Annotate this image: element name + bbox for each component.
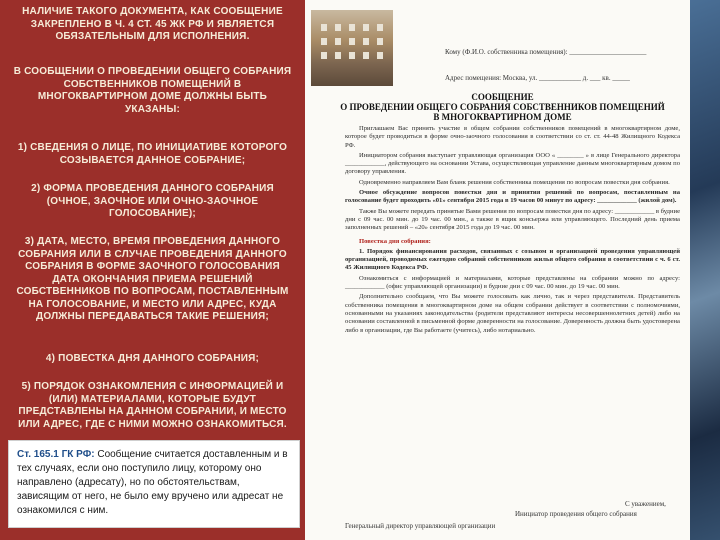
doc-title-line-3: В МНОГОКВАРТИРНОМ ДОМЕ <box>433 112 572 122</box>
slide-paragraph-requirements: В СООБЩЕНИИ О ПРОВЕДЕНИИ ОБЩЕГО СОБРАНИЯ СОБСТВЕННИКОВ ПОМЕЩЕНИЙ В МНОГОКВАРТИРНОМ ДОМЕ ДОЛЖНЫ БЫТЬ УКАЗАНЫ: <box>13 66 292 115</box>
signature-greeting: С уважением, <box>625 500 666 508</box>
legal-note-box <box>8 440 300 528</box>
recipient-line: Кому (Ф.И.О. собственника помещения): ______________________ <box>445 48 647 56</box>
agenda-title: Повестка дня собрания: <box>359 237 431 245</box>
address-line: Адрес помещения: Москва, ул. ____________ д. ___ кв. _____ <box>445 74 630 82</box>
doc-paragraph-materials: Ознакомиться с информацией и материалами, которые представлены на собрании можно по адресу: ____________ (офис управляющей организации) в будние дни с 09 час. 00 мин. до 19 час. 00 мин. <box>345 274 680 291</box>
doc-paragraph-initiator: Инициатором собрания выступает управляющая организация ООО « ________ » в лице Генерального директора ____________, действующего на основании Устава, осуществляющая управление данным многоквартирным домом по договору управления. <box>345 151 680 176</box>
signature-initiator: Инициатор проведения общего собрания <box>515 510 637 518</box>
doc-body <box>345 125 680 337</box>
doc-paragraph-ballot: Одновременно направляем Вам бланк решения собственника помещения по вопросам повестки дня собрания. <box>359 178 670 186</box>
background-decor <box>690 0 720 540</box>
signature-director: Генеральный директор управляющей организации <box>345 522 496 530</box>
slide-item-2: 2) ФОРМА ПРОВЕДЕНИЯ ДАННОГО СОБРАНИЯ (ОЧНОЕ, ЗАОЧНОЕ ИЛИ ОЧНО-ЗАОЧНОЕ ГОЛОСОВАНИЕ); <box>31 183 274 219</box>
doc-title <box>325 92 680 122</box>
legal-note-reference: Ст. 165.1 ГК РФ: <box>17 449 95 460</box>
doc-paragraph-submission: Также Вы можете передать принятые Вами решения по вопросам повестки дня по адресу: ____________ в будние дни с 09 час. 00 мин. до 19 час. 00 мин., а также в ящик консьержа или управляющего. Последний день приема заполненных решений – «20» сентября 2015 года до 19 час. 00 мин. <box>345 207 680 232</box>
agenda-item-1: 1. Порядок финансирования расходов, связанных с созывом и организацией проведения управляющей организацией, проводимых ежегодно собраний собственников жилья общего собрания в соответствии с ч. 6 ст. 45 Жилищного Кодекса РФ. <box>345 247 680 272</box>
legal-note-text: Сообщение считается доставленным и в тех случаях, если оно поступило лицу, которому оно направлено (адресату), но по обстоятельствам, зависящим от него, не было ему вручено или адресат не ознакомился с ним. <box>17 449 288 516</box>
doc-paragraph-invitation: Приглашаем Вас принять участие в общем собрании собственников помещений в многоквартирном доме, которое будет проводиться в форме очно-заочного голосования в соответствии со ст. ст. 44-48 Жилищного Кодекса РФ. <box>345 125 680 149</box>
doc-title-line-2: О ПРОВЕДЕНИИ ОБЩЕГО СОБРАНИЯ СОБСТВЕННИКОВ ПОМЕЩЕНИЙ <box>340 102 665 112</box>
doc-paragraph-meeting: Очное обсуждение вопросов повестки дня и принятия решений по вопросам, поставленным на голосование будет проходить «01» сентября 2015 года в 19 часов 00 минут по адресу: ____________ (жилой дом). <box>345 189 680 205</box>
slide-paragraph-intro: НАЛИЧИЕ ТАКОГО ДОКУМЕНТА, КАК СООБЩЕНИЕ ЗАКРЕПЛЕНО В Ч. 4 СТ. 45 ЖК РФ И ЯВЛЯЕТСЯ ОБЯЗАТЕЛЬНЫМ ДЛЯ ИСПОЛНЕНИЯ. <box>22 6 283 42</box>
doc-title-line-1: СООБЩЕНИЕ <box>471 92 534 102</box>
document-scan <box>305 0 690 540</box>
slide-item-4: 4) ПОВЕСТКА ДНЯ ДАННОГО СОБРАНИЯ; <box>45 353 260 364</box>
building-photo <box>311 10 393 86</box>
slide-item-5: 5) ПОРЯДОК ОЗНАКОМЛЕНИЯ С ИНФОРМАЦИЕЙ И (ИЛИ) МАТЕРИАЛАМИ, КОТОРЫЕ БУДУТ ПРЕДСТАВЛЕНЫ НА ДАННОМ СОБРАНИИ, И МЕСТО ИЛИ АДРЕС, ГДЕ С НИМИ МОЖНО ОЗНАКОМИТЬСЯ. <box>18 381 287 430</box>
slide-panel <box>0 0 305 540</box>
slide-item-3: 3) ДАТА, МЕСТО, ВРЕМЯ ПРОВЕДЕНИЯ ДАННОГО СОБРАНИЯ ИЛИ В СЛУЧАЕ ПРОВЕДЕНИЯ ДАННОГО СОБРАНИЯ В ФОРМЕ ЗАОЧНОГО ГОЛОСОВАНИЯ ДАТА ОКОНЧАНИЯ ПРИЕМА РЕШЕНИЙ СОБСТВЕННИКОВ ПО ВОПРОСАМ, ПОСТАВЛЕННЫМ НА ГОЛОСОВАНИЕ, И МЕСТО ИЛИ АДРЕС, КУДА ДОЛЖНЫ ПЕРЕДАВАТЬСЯ ТАКИЕ РЕШЕНИЯ; <box>16 236 289 322</box>
doc-paragraph-representative: Дополнительно сообщаем, что Вы можете голосовать как лично, так и через представителя. Представитель собственника помещения в многоквартирном доме на общем собрании действует в соответствии с полномочиями, основанными на указаниях законодательства (родители представляют интересы несовершеннолетних детей) либо на основании составленной в письменной форме доверенности на голосование. Доверенность должна быть удостоверена либо в организации, где Вы работаете (учитесь), либо нотариально. <box>345 293 680 334</box>
slide-item-1: 1) СВЕДЕНИЯ О ЛИЦЕ, ПО ИНИЦИАТИВЕ КОТОРОГО СОЗЫВАЕТСЯ ДАННОЕ СОБРАНИЕ; <box>17 142 288 166</box>
